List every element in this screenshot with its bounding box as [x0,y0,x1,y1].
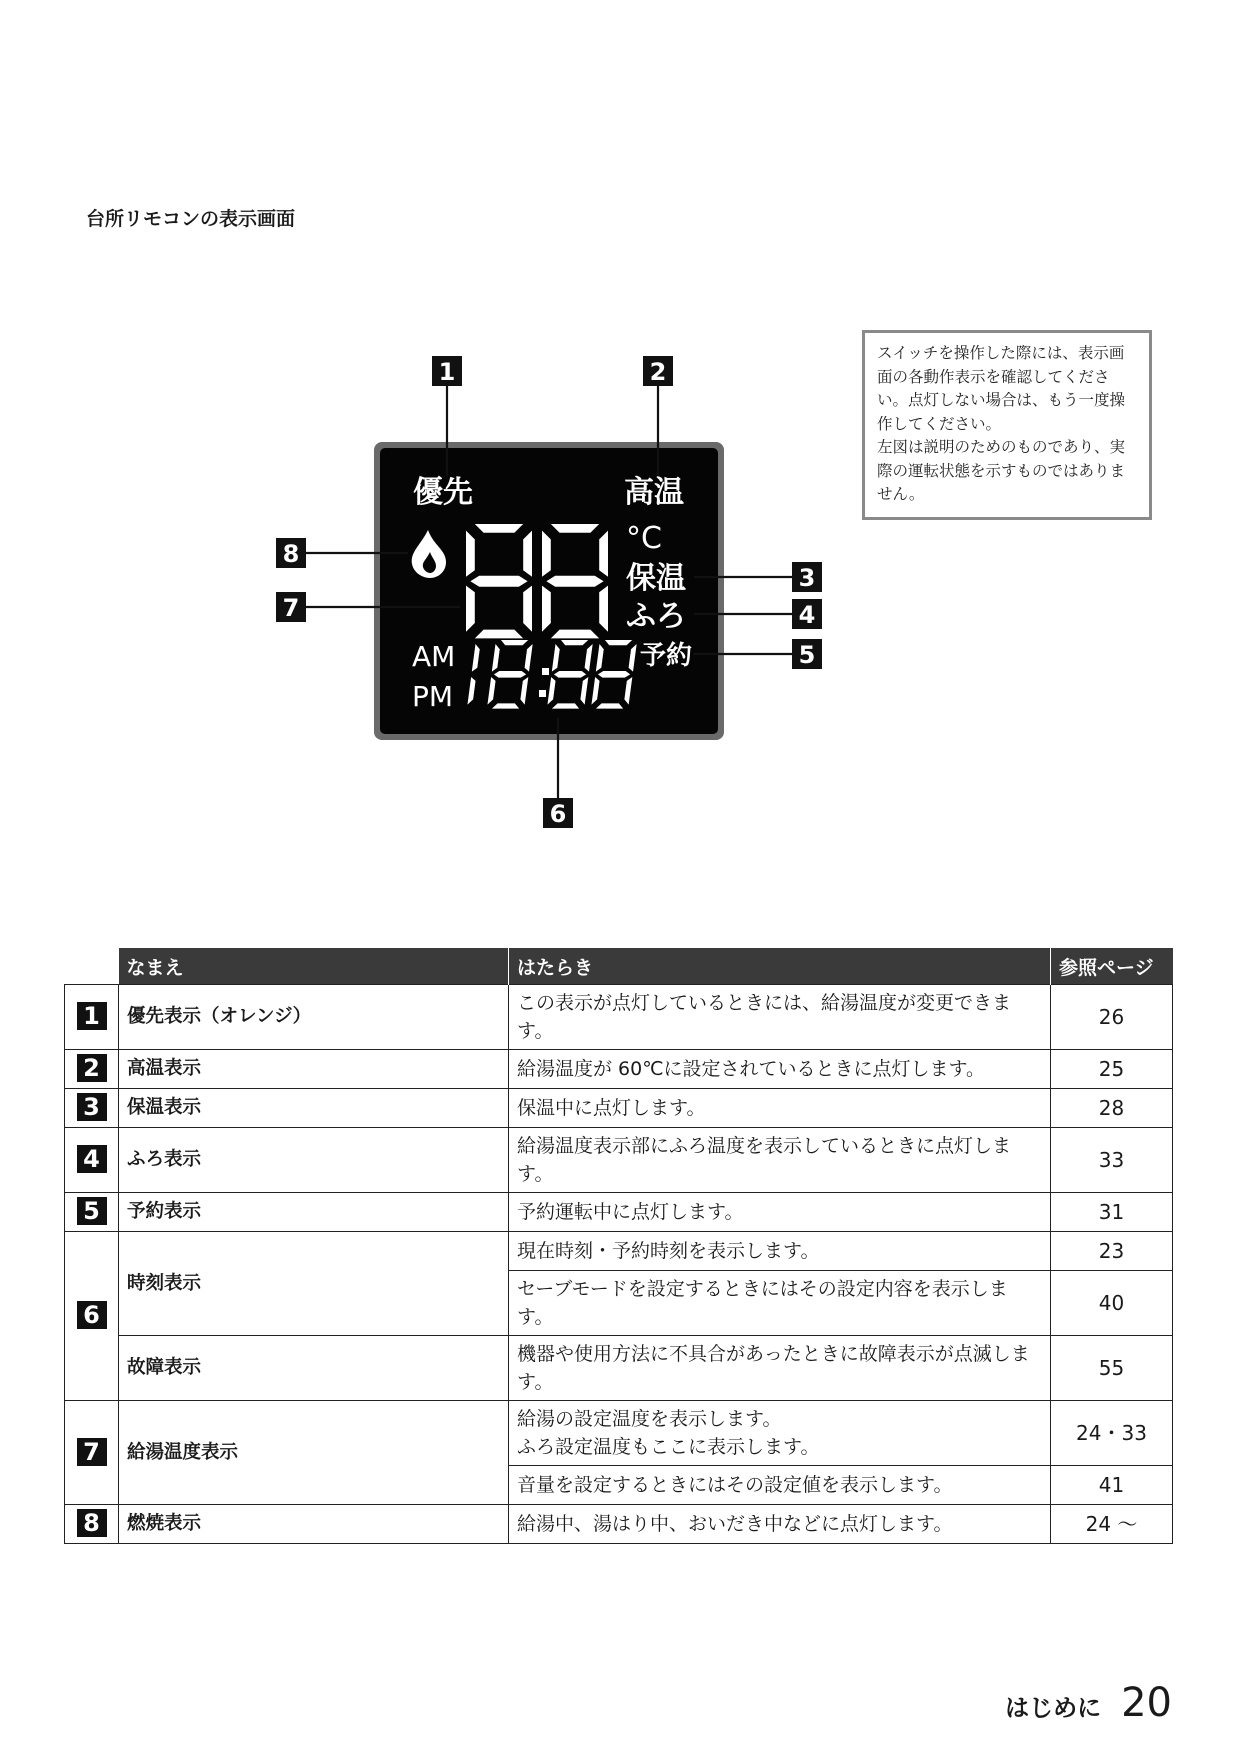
callout-5 [792,639,822,669]
row-badge: 7 [77,1438,107,1466]
svg-text:4: 4 [798,601,816,629]
svg-text:3: 3 [798,564,816,592]
table-row [65,1193,1173,1232]
callout-6 [543,798,573,828]
row-page: 28 [1051,1089,1173,1128]
row-badge: 8 [77,1509,107,1537]
table-row [65,985,1173,1050]
page-number: 20 [1121,1680,1172,1726]
table-row [65,1401,1173,1466]
lcd-priority: 優先 [413,475,473,510]
note-box [862,330,1152,520]
function-table [64,948,1172,1544]
row-function: 機器や使用方法に不具合があったときに故障表示が点滅します。 [509,1336,1051,1401]
lcd-high-temp: 高温 [624,475,684,510]
row-badge: 6 [77,1301,107,1329]
table-row [65,1089,1173,1128]
callout-4 [792,599,822,629]
row-name: 高温表示 [119,1050,509,1089]
callout-8 [276,538,306,568]
page-footer [1005,1680,1172,1726]
row-badge: 3 [77,1093,107,1121]
callout-7 [276,592,306,622]
lcd-reservation: 予約 [640,641,693,671]
svg-text:1: 1 [438,358,456,386]
row-name: 時刻表示 [119,1232,509,1336]
row-badge: 2 [77,1054,107,1082]
lcd-pm: PM [412,680,454,713]
svg-text:8: 8 [282,540,300,568]
row-page: 31 [1051,1193,1173,1232]
row-function: 音量を設定するときにはその設定値を表示します。 [509,1466,1051,1505]
row-badge: 5 [77,1197,107,1225]
header-name: なまえ [119,948,509,985]
note-text-2: 左図は説明のためのものであり、実際の運転状態を示すものではありません。 [877,438,1126,503]
row-name: 保温表示 [119,1089,509,1128]
row-name: 優先表示（オレンジ） [119,985,509,1050]
lcd-degree: °C [626,521,662,556]
header-page: 参照ページ [1051,948,1173,985]
lcd-bath: ふろ [626,599,686,634]
row-page: 41 [1051,1466,1173,1505]
svg-text:5: 5 [798,641,816,669]
row-function: この表示が点灯しているときには、給湯温度が変更できます。 [509,985,1051,1050]
table-row [65,1050,1173,1089]
row-page: 23 [1051,1232,1173,1271]
row-name: 燃焼表示 [119,1505,509,1544]
lcd-keep-warm: 保温 [626,561,686,596]
row-name: 給湯温度表示 [119,1401,509,1505]
row-function: セーブモードを設定するときにはその設定内容を表示します。 [509,1271,1051,1336]
row-name: 予約表示 [119,1193,509,1232]
header-function: はたらき [509,948,1051,985]
row-name: ふろ表示 [119,1128,509,1193]
callout-1 [432,356,462,386]
table-row [65,1505,1173,1544]
row-function: 給湯温度表示部にふろ温度を表示しているときに点灯します。 [509,1128,1051,1193]
row-function-line2: ふろ設定温度もここに表示します。 [517,1436,820,1458]
table-row [65,1336,1173,1401]
row-function: 現在時刻・予約時刻を表示します。 [509,1232,1051,1271]
row-page: 55 [1051,1336,1173,1401]
lcd-am: AM [412,640,456,673]
row-page: 33 [1051,1128,1173,1193]
row-name: 故障表示 [119,1336,509,1401]
row-badge: 1 [77,1002,107,1030]
svg-text:6: 6 [549,800,567,828]
row-page: 24 ～ [1051,1505,1173,1544]
table-row [65,1128,1173,1193]
footer-section: はじめに [1005,1694,1102,1722]
svg-text:2: 2 [649,358,667,386]
row-page: 26 [1051,985,1173,1050]
section-title: 台所リモコンの表示画面 [86,208,296,230]
row-function [509,1401,1051,1466]
row-function-line1: 給湯の設定温度を表示します。 [517,1408,782,1430]
row-page: 24・33 [1051,1401,1173,1466]
callout-2 [643,356,673,386]
row-badge: 4 [77,1145,107,1173]
callout-3 [792,562,822,592]
svg-text:7: 7 [282,594,300,622]
row-function: 保温中に点灯します。 [509,1089,1051,1128]
table-row [65,1232,1173,1271]
row-function: 予約運転中に点灯します。 [509,1193,1051,1232]
row-page: 40 [1051,1271,1173,1336]
row-function: 給湯中、湯はり中、おいだき中などに点灯します。 [509,1505,1051,1544]
row-page: 25 [1051,1050,1173,1089]
note-text-1: スイッチを操作した際には、表示画面の各動作表示を確認してください。点灯しない場合は、もう一度操作してください。 [877,344,1126,433]
row-function: 給湯温度が 60℃に設定されているときに点灯します。 [509,1050,1051,1089]
